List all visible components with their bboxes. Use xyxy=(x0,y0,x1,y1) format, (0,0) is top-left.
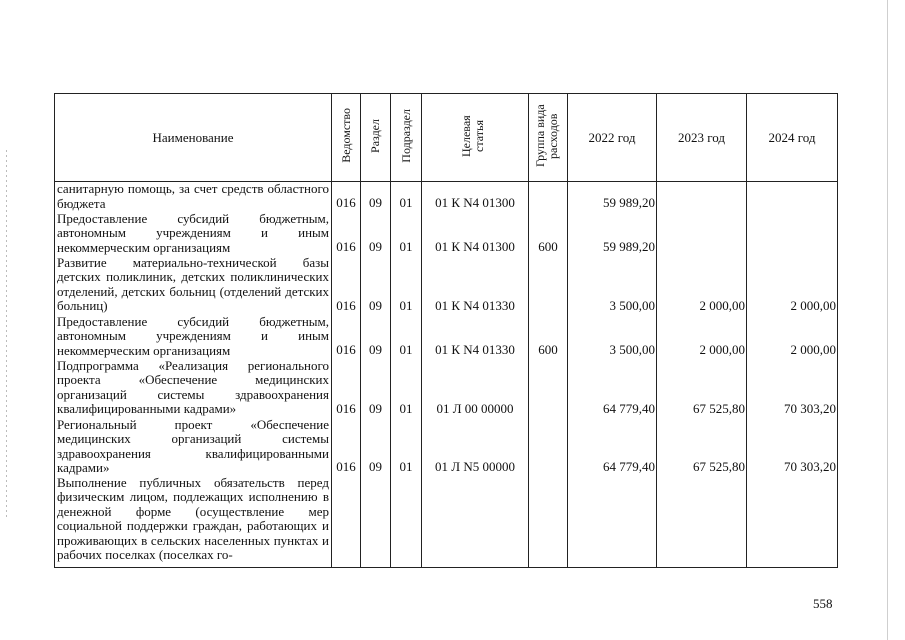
row-target: 01 К N4 01330 xyxy=(422,256,529,315)
row-section xyxy=(361,476,391,568)
row-2022: 59 989,20 xyxy=(568,212,657,256)
row-subsection: 01 xyxy=(391,418,422,476)
row-2023 xyxy=(657,212,747,256)
row-subsection: 01 xyxy=(391,212,422,256)
row-name: Развитие материально-технической базы детских поликлиник, детских поликлинических отделений, детских больниц (отделений детских больниц) xyxy=(55,256,332,315)
table-row xyxy=(55,256,838,315)
row-name: Предоставление субсидий бюджетным, автономным учреждениям и иным некоммерческим организациям xyxy=(55,315,332,359)
row-section: 09 xyxy=(361,359,391,418)
header-subsection: Подраздел xyxy=(391,94,422,182)
row-dept: 016 xyxy=(332,182,361,212)
row-section: 09 xyxy=(361,315,391,359)
row-2023: 67 525,80 xyxy=(657,418,747,476)
table-row xyxy=(55,315,838,359)
row-name: Предоставление субсидий бюджетным, автономным учреждениям и иным некоммерческим организациям xyxy=(55,212,332,256)
row-2024 xyxy=(747,182,838,212)
row-dept: 016 xyxy=(332,256,361,315)
row-2023: 2 000,00 xyxy=(657,315,747,359)
row-group: 600 xyxy=(529,212,568,256)
row-2024: 2 000,00 xyxy=(747,256,838,315)
row-dept: 016 xyxy=(332,212,361,256)
row-target: 01 К N4 01300 xyxy=(422,212,529,256)
row-dept xyxy=(332,476,361,568)
header-group: Группа вида расходов xyxy=(529,94,568,182)
row-target: 01 Л N5 00000 xyxy=(422,418,529,476)
budget-table xyxy=(54,93,838,568)
scan-edge-left xyxy=(6,150,7,520)
row-group: 600 xyxy=(529,315,568,359)
row-section: 09 xyxy=(361,256,391,315)
header-2024: 2024 год xyxy=(747,94,838,182)
row-2022: 64 779,40 xyxy=(568,359,657,418)
row-2024 xyxy=(747,212,838,256)
row-name: Региональный проект «Обеспечение медицинских организаций системы здравоохранения квалифицированными кадрами» xyxy=(55,418,332,476)
row-2022: 64 779,40 xyxy=(568,418,657,476)
table-row xyxy=(55,418,838,476)
row-2023: 2 000,00 xyxy=(657,256,747,315)
header-row xyxy=(55,94,838,182)
header-target: Целевая статья xyxy=(422,94,529,182)
row-target: 01 К N4 01300 xyxy=(422,182,529,212)
row-subsection xyxy=(391,476,422,568)
row-section: 09 xyxy=(361,418,391,476)
row-dept: 016 xyxy=(332,315,361,359)
row-2024: 2 000,00 xyxy=(747,315,838,359)
row-dept: 016 xyxy=(332,418,361,476)
row-2022 xyxy=(568,476,657,568)
row-group xyxy=(529,182,568,212)
row-2024: 70 303,20 xyxy=(747,418,838,476)
row-group xyxy=(529,256,568,315)
row-group xyxy=(529,418,568,476)
row-name: санитарную помощь, за счет средств областного бюджета xyxy=(55,182,332,212)
row-2022: 59 989,20 xyxy=(568,182,657,212)
row-section: 09 xyxy=(361,212,391,256)
row-name: Подпрограмма «Реализация регионального проекта «Обеспечение медицинских организаций системы здравоохранения квалифицированными кадрами» xyxy=(55,359,332,418)
table-row xyxy=(55,359,838,418)
row-target xyxy=(422,476,529,568)
row-2022: 3 500,00 xyxy=(568,315,657,359)
header-name: Наименование xyxy=(55,94,332,182)
row-group xyxy=(529,359,568,418)
row-name: Выполнение публичных обязательств перед физическим лицом, подлежащих исполнению в денежной форме (осуществление мер социальной поддержки граждан, работающих и проживающих в сельских населенных пунктах и рабочих поселках (поселках го- xyxy=(55,476,332,568)
row-2023 xyxy=(657,476,747,568)
header-2023: 2023 год xyxy=(657,94,747,182)
table-row xyxy=(55,476,838,568)
row-2024 xyxy=(747,476,838,568)
row-dept: 016 xyxy=(332,359,361,418)
row-group xyxy=(529,476,568,568)
table-row xyxy=(55,212,838,256)
row-2023 xyxy=(657,182,747,212)
row-2023: 67 525,80 xyxy=(657,359,747,418)
row-subsection: 01 xyxy=(391,182,422,212)
table-row xyxy=(55,182,838,212)
row-subsection: 01 xyxy=(391,359,422,418)
row-subsection: 01 xyxy=(391,256,422,315)
row-subsection: 01 xyxy=(391,315,422,359)
header-2022: 2022 год xyxy=(568,94,657,182)
header-dept: Ведомство xyxy=(332,94,361,182)
row-2024: 70 303,20 xyxy=(747,359,838,418)
row-section: 09 xyxy=(361,182,391,212)
row-target: 01 Л 00 00000 xyxy=(422,359,529,418)
row-2022: 3 500,00 xyxy=(568,256,657,315)
header-section: Раздел xyxy=(361,94,391,182)
row-target: 01 К N4 01330 xyxy=(422,315,529,359)
page-number: 558 xyxy=(813,596,833,611)
scan-edge-right xyxy=(887,0,888,640)
